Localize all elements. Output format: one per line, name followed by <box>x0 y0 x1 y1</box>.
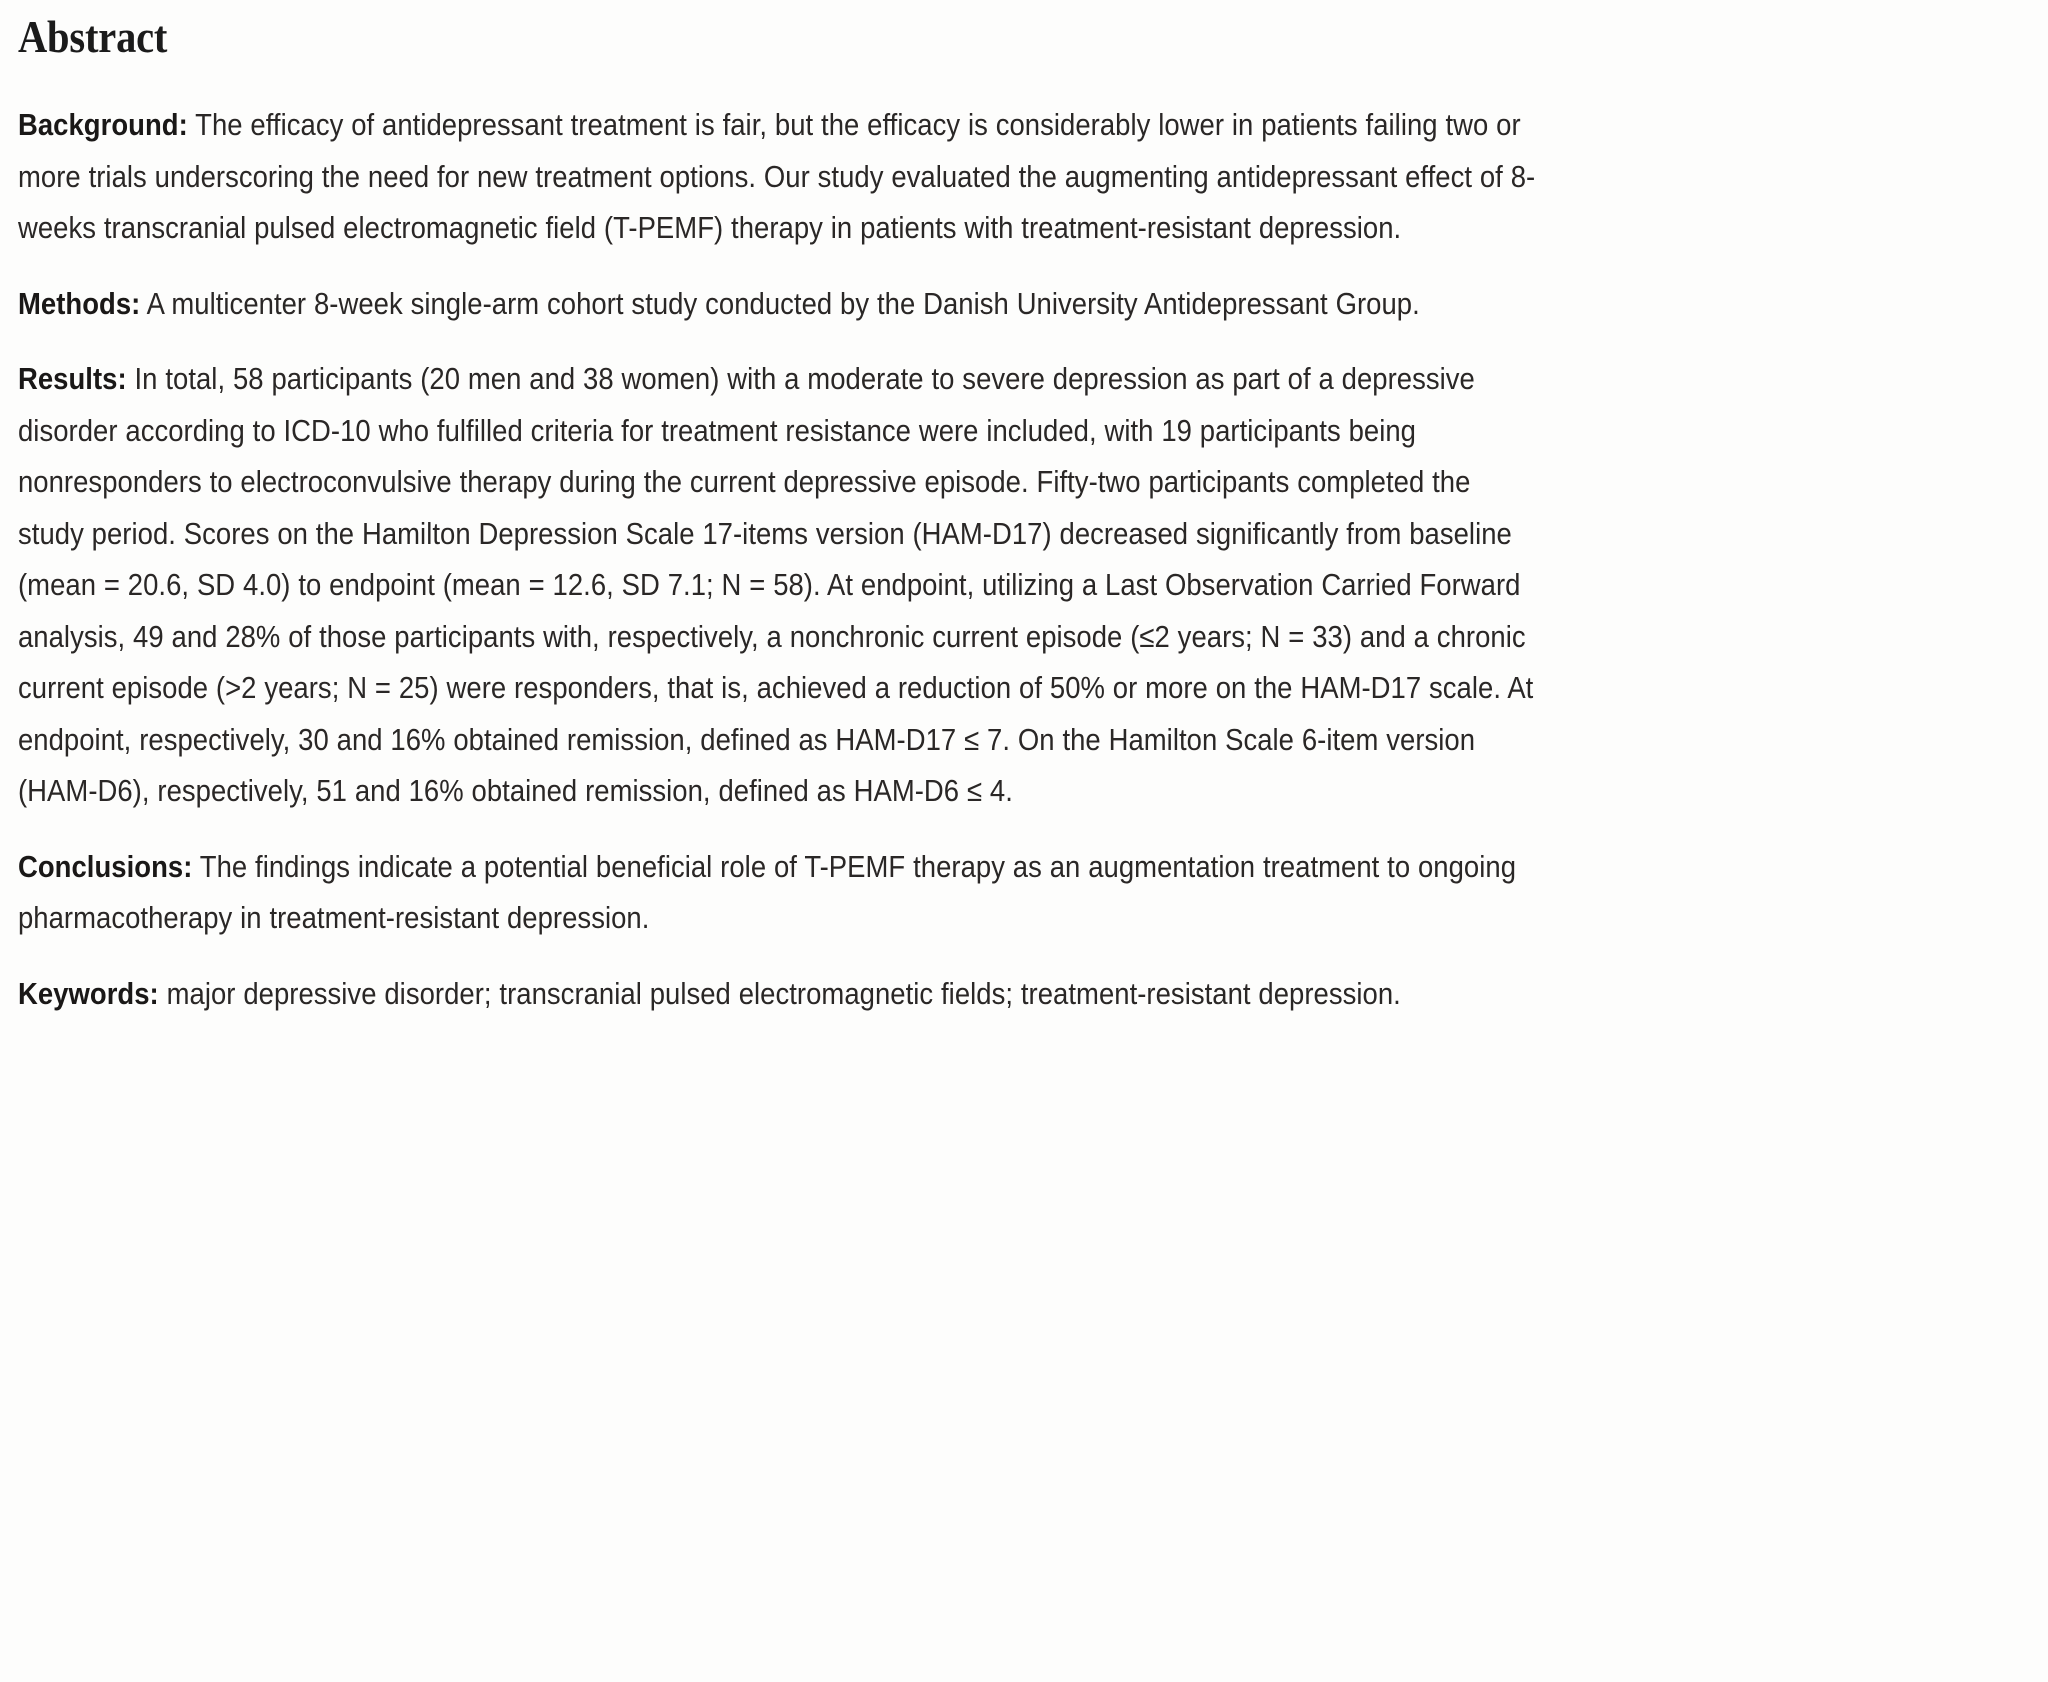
section-conclusions <box>18 842 1544 945</box>
section-label-keywords: Keywords: <box>18 976 159 1011</box>
section-label-conclusions: Conclusions: <box>18 849 193 884</box>
section-methods <box>18 279 1544 331</box>
section-background <box>18 100 1544 255</box>
section-label-background: Background: <box>18 108 188 142</box>
section-text-conclusions: The findings indicate a potential beneficial role of T-PEMF therapy as an augmentation treatment to ongoing pharmacotherapy in treatment-resistant depression. <box>18 849 1517 935</box>
section-text-background: The efficacy of antidepressant treatment is fair, but the efficacy is considerably lower in patients failing two or more trials underscoring the need for new treatment options. Our study evaluated the augmenting antidepressant effect of 8-weeks transcranial pulsed electromagnetic field (T-PEMF) therapy in patients with treatment-resistant depression. <box>18 108 1536 245</box>
section-keywords <box>18 969 1544 1021</box>
abstract-content <box>0 11 1560 1020</box>
section-text-results: In total, 58 participants (20 men and 38 women) with a moderate to severe depression as part of a depressive disorder according to ICD-10 who fulfilled criteria for treatment resistance were included, with 19 participants being nonresponders to electroconvulsive therapy during the current depressive episode. Fifty-two participants completed the study period. Scores on the Hamilton Depression Scale 17-items version (HAM-D17) decreased significantly from baseline (mean = 20.6, SD 4.0) to endpoint (mean = 12.6, SD 7.1; N = 58). At endpoint, utilizing a Last Observation Carried Forward analysis, 49 and 28% of those participants with, respectively, a nonchronic current episode (≤2 years; N = 33) and a chronic current episode (>2 years; N = 25) were responders, that is, achieved a reduction of 50% or more on the HAM-D17 scale. At endpoint, respectively, 30 and 16% obtained remission, defined as HAM-D17 ≤ 7. On the Hamilton Scale 6-item version (HAM-D6), respectively, 51 and 16% obtained remission, defined as HAM-D6 ≤ 4. <box>18 362 1534 808</box>
section-text-keywords: major depressive disorder; transcranial pulsed electromagnetic fields; treatment-resistant depression. <box>158 976 1401 1011</box>
section-label-results: Results: <box>18 362 127 396</box>
section-label-methods: Methods: <box>18 286 141 321</box>
page-title: Abstract <box>18 11 168 62</box>
section-text-methods: A multicenter 8-week single-arm cohort study conducted by the Danish University Antidepressant Group. <box>140 286 1420 321</box>
section-results <box>18 354 1544 818</box>
